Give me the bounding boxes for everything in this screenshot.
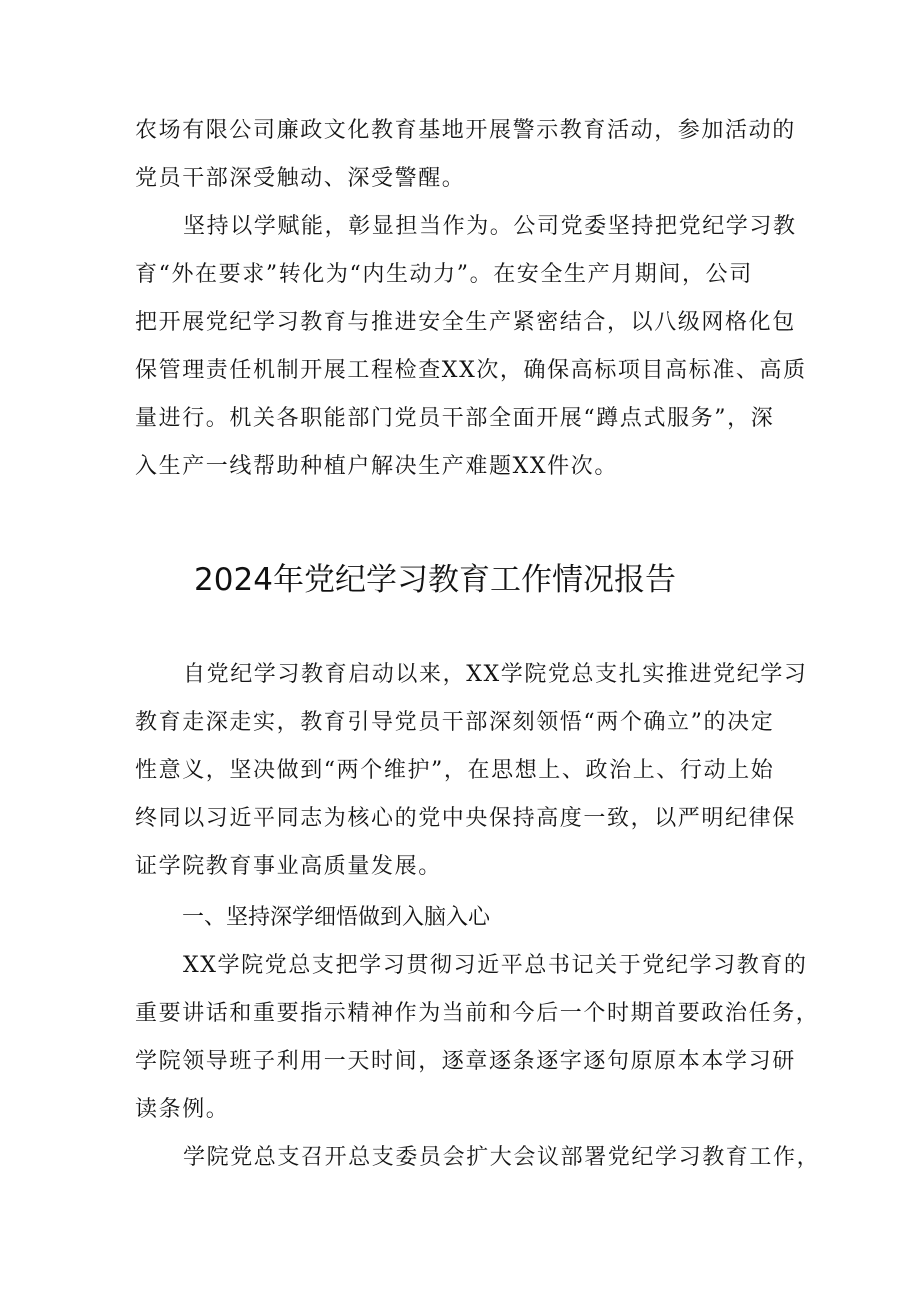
text-line: 坚持以学赋能，彰显担当作为。公司党委坚持把党纪学习教 [183,214,797,239]
text-line: 重要讲话和重要指示精神作为当前和今后一个时期首要政治任务， [135,1001,820,1026]
text-line: 读条例。 [135,1097,230,1122]
text-line: 终同以习近平同志为核心的党中央保持高度一致，以严明纪律保 [135,806,796,831]
text-line: 教育走深走实，教育引导党员干部深刻领悟“两个确立”的决定 [135,710,775,735]
text-line: 育“外在要求”转化为“内生动力”。在安全生产月期间，公司 [135,262,753,287]
text-line: 把开展党纪学习教育与推进安全生产紧密结合，以八级网格化包 [135,310,796,335]
text-line: 证学院教育事业高质量发展。 [135,854,442,879]
report-title: 2024年党纪学习教育工作情况报告 [194,562,676,598]
text-line: 保管理责任机制开展工程检查XX次，确保高标项目高标准、高质 [135,358,807,383]
text-line: XX学院党总支把学习贯彻习近平总书记关于党纪学习教育的 [183,953,808,978]
text-line: 学院领导班子利用一天时间，逐章逐条逐字逐句原原本本学习研 [135,1049,796,1074]
text-line: 自党纪学习教育启动以来，XX学院党总支扎实推进党纪学习 [183,662,808,687]
text-line: 党员干部深受触动、深受警醒。 [135,166,466,191]
section-heading: 一、坚持深学细悟做到入脑入心 [182,905,491,930]
text-line: 农场有限公司廉政文化教育基地开展警示教育活动，参加活动的 [135,118,796,143]
text-line: 学院党总支召开总支委员会扩大会议部署党纪学习教育工作， [183,1145,821,1170]
text-line: 性意义，坚决做到“两个维护”，在思想上、政治上、行动上始 [135,758,775,783]
text-line: 量进行。机关各职能部门党员干部全面开展“蹲点式服务”，深 [135,406,775,431]
text-line: 入生产一线帮助种植户解决生产难题XX件次。 [135,454,618,479]
